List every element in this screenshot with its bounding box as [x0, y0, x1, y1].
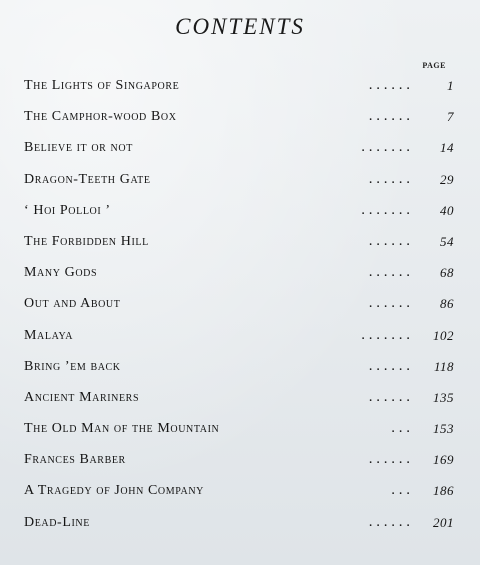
toc-entry-page: 135 — [433, 389, 454, 405]
dot-leader: . . . . . . — [368, 295, 410, 312]
toc-entry-page: 118 — [433, 358, 454, 374]
toc-entry-title: Dead-Line — [24, 514, 90, 530]
toc-entry — [24, 444, 454, 475]
toc-entry — [24, 413, 454, 444]
toc-entry — [24, 101, 454, 132]
toc-entry-page: 102 — [433, 327, 454, 343]
toc-entry-title: Ancient Mariners — [24, 389, 140, 405]
toc-entry-title: The Camphor-wood Box — [24, 109, 177, 125]
contents-heading: CONTENTS — [175, 14, 305, 39]
toc-entry — [24, 132, 454, 163]
toc-entry-title: Bring ’em back — [24, 358, 121, 374]
toc-entry-page: 40 — [440, 202, 454, 218]
dot-leader: . . . . . . — [368, 77, 410, 93]
toc-entry-page: 201 — [433, 514, 454, 530]
toc-entry-page: 68 — [440, 265, 454, 281]
toc-entry-title: ‘ Hoi Polloi ’ — [24, 202, 111, 218]
toc-entry — [24, 320, 454, 351]
toc-entry-title: Dragon-Teeth Gate — [24, 171, 151, 187]
page-column-label: PAGE — [422, 61, 446, 70]
toc-entry — [24, 257, 454, 288]
toc-entry-title: Believe it or not — [24, 140, 133, 156]
toc-entry-title: The Old Man of the Mountain — [24, 421, 220, 437]
toc-entry — [24, 195, 454, 226]
dot-leader: . . . . . . . — [361, 139, 410, 156]
toc-entry-page: 1 — [447, 78, 454, 93]
toc-entry-page: 7 — [447, 109, 454, 125]
toc-entry — [24, 351, 454, 382]
dot-leader: . . . . . . — [368, 451, 410, 468]
toc-entry-title: Malaya — [24, 327, 74, 343]
toc-entry — [24, 164, 454, 195]
table-of-contents — [24, 70, 454, 538]
toc-entry-title: A Tragedy of John Company — [24, 483, 204, 499]
toc-entry-title: Many Gods — [24, 265, 98, 281]
toc-entry-page: 86 — [440, 296, 454, 312]
toc-entry — [24, 475, 454, 506]
toc-entry — [24, 507, 454, 538]
toc-entry-page: 29 — [440, 171, 454, 187]
dot-leader: . . . . . . — [368, 513, 410, 530]
toc-entry-page: 169 — [433, 452, 454, 468]
toc-entry-title: Out and About — [24, 296, 121, 312]
toc-entry-page: 186 — [433, 483, 454, 499]
dot-leader: . . . . . . — [368, 357, 410, 374]
toc-entry-page: 153 — [433, 421, 454, 437]
toc-entry — [24, 70, 454, 101]
toc-entry-page: 54 — [440, 233, 454, 249]
dot-leader: . . . . . . — [368, 264, 410, 281]
dot-leader: . . . — [391, 482, 410, 499]
dot-leader: . . . . . . . — [361, 326, 410, 343]
toc-entry-title: The Lights of Singapore — [24, 78, 180, 93]
dot-leader: . . . . . . — [368, 170, 410, 187]
toc-entry-title: Frances Barber — [24, 452, 126, 468]
dot-leader: . . . . . . — [368, 232, 410, 249]
toc-entry-title: The Forbidden Hill — [24, 233, 149, 249]
toc-entry — [24, 288, 454, 319]
dot-leader: . . . . . . — [368, 108, 410, 125]
toc-entry — [24, 226, 454, 257]
toc-entry-page: 14 — [440, 140, 454, 156]
dot-leader: . . . . . . . — [361, 201, 410, 218]
toc-entry — [24, 382, 454, 413]
dot-leader: . . . — [391, 420, 410, 437]
dot-leader: . . . . . . — [368, 388, 410, 405]
